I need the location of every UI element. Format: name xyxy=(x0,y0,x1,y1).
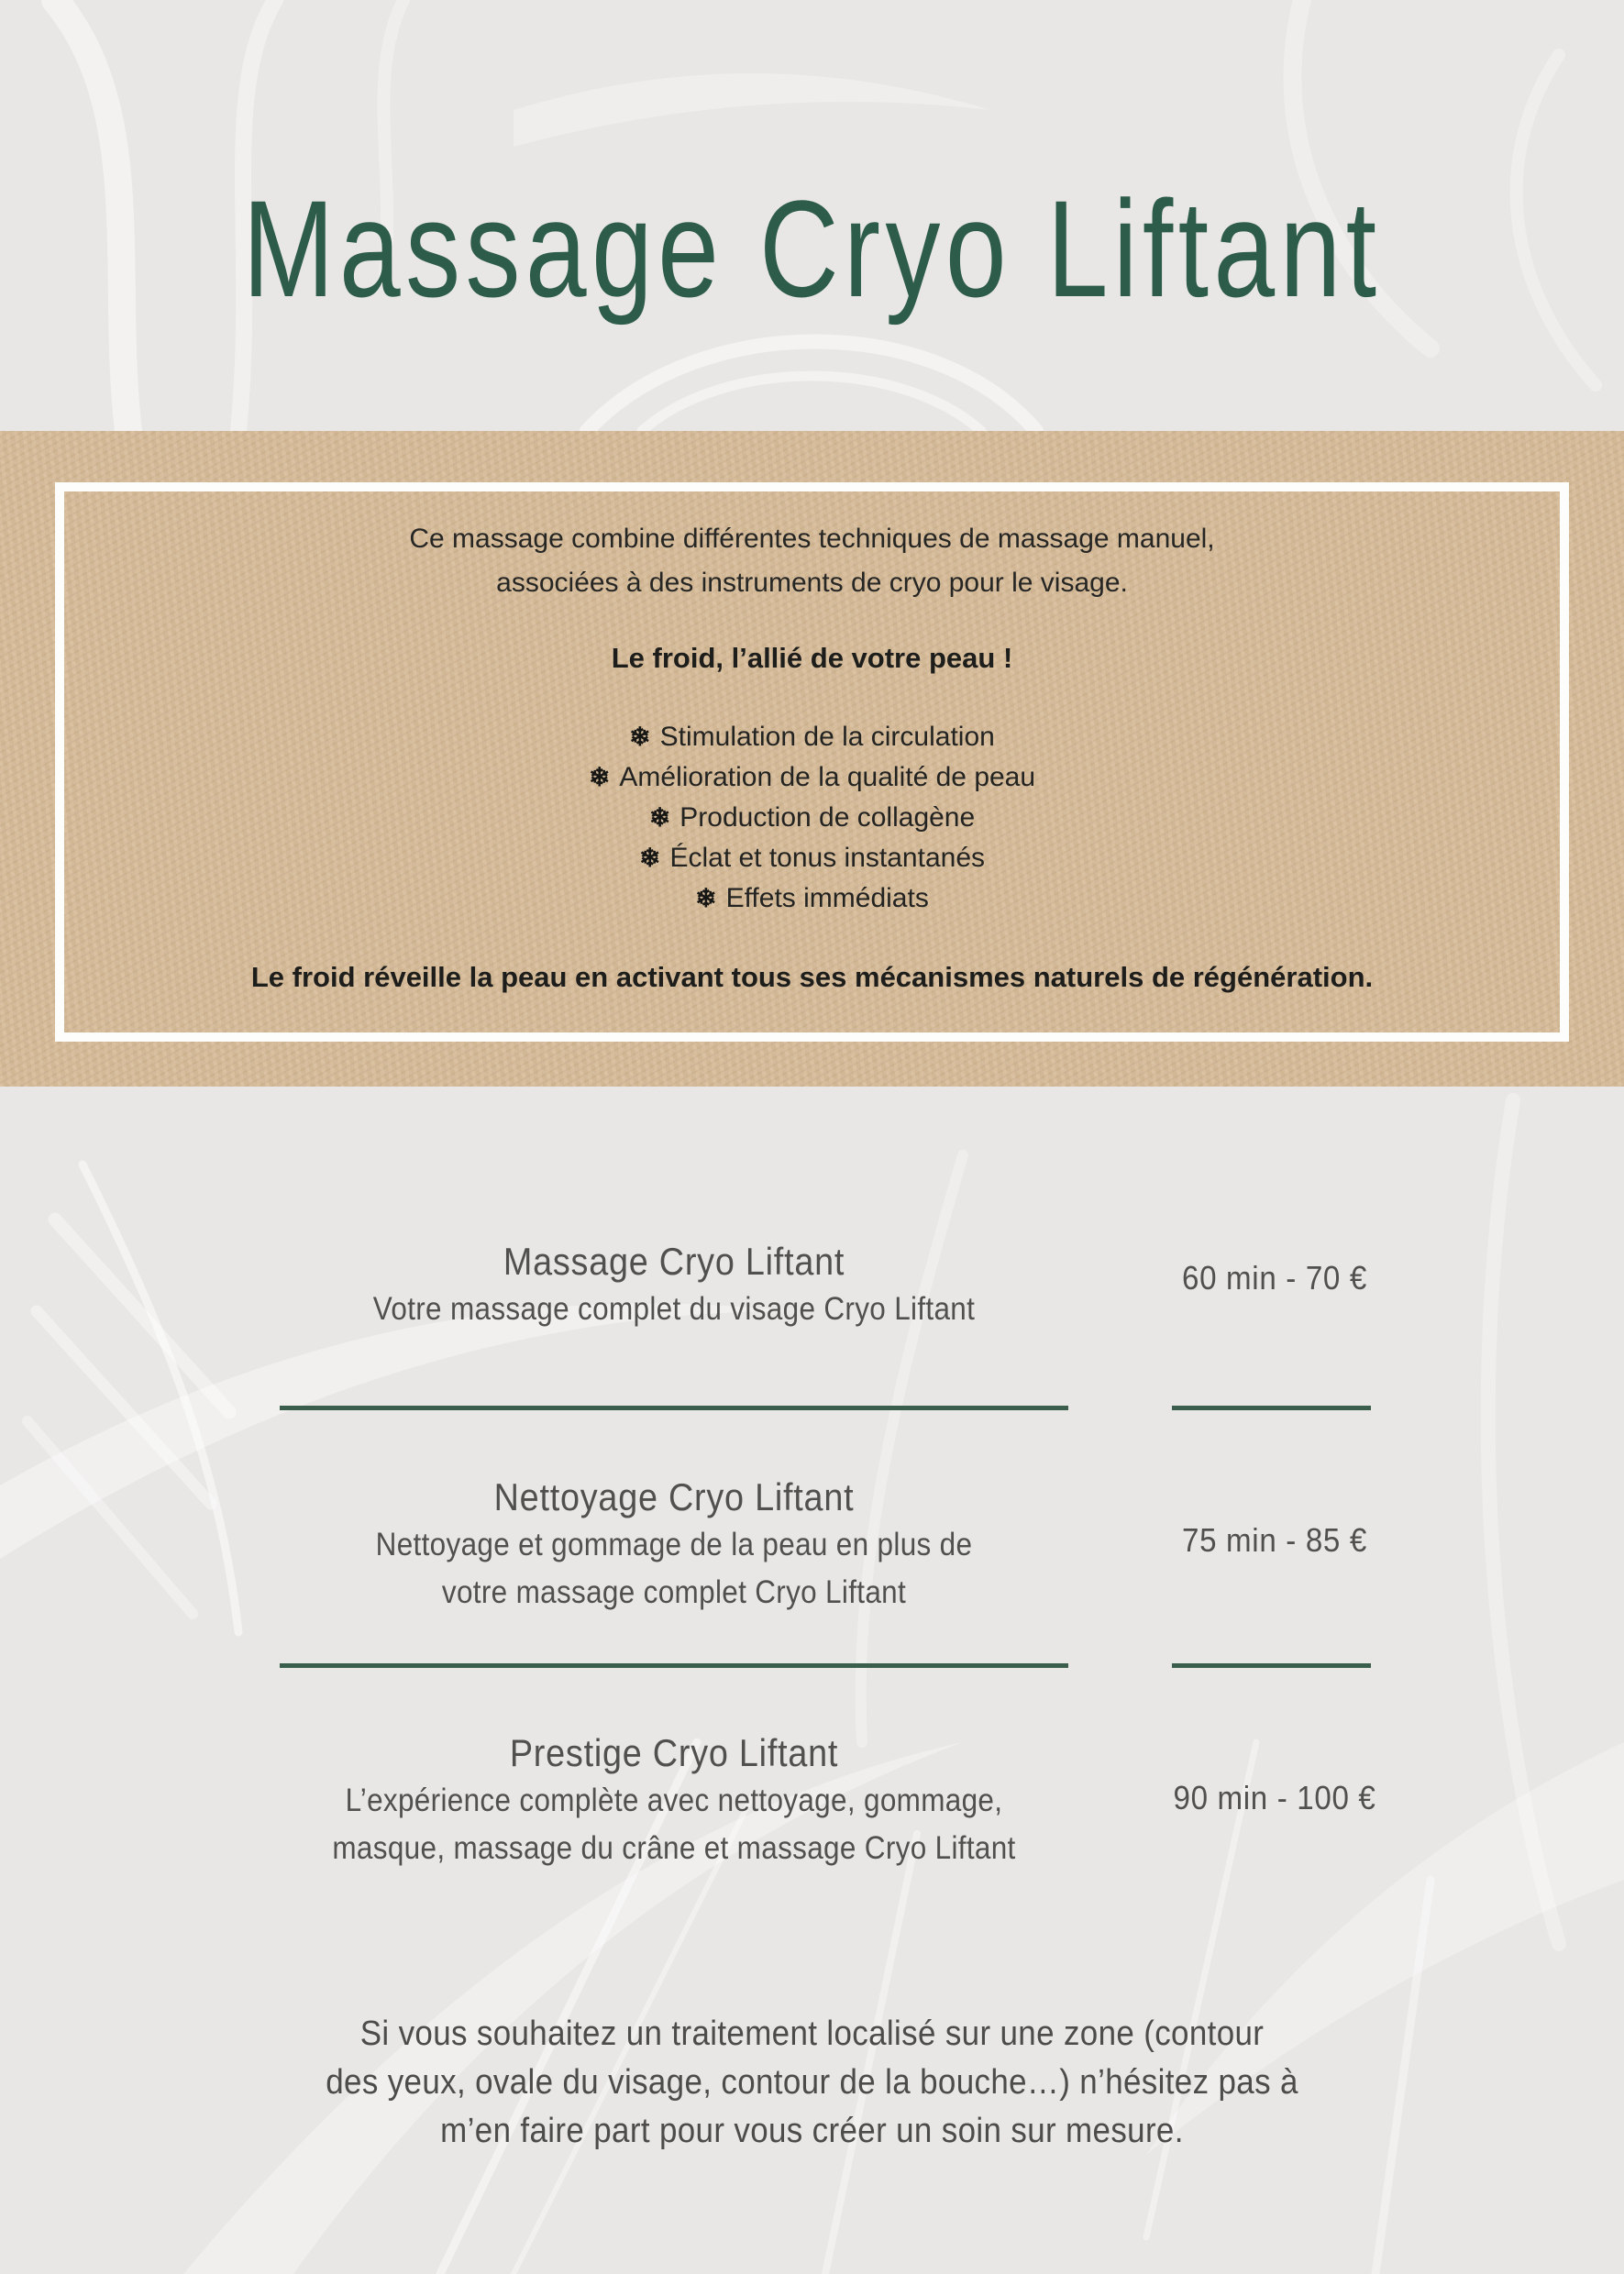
intro-headline: Le froid, l’allié de votre peau ! xyxy=(611,642,1013,674)
benefit-item xyxy=(64,798,1560,838)
benefit-label: Production de collagène xyxy=(679,802,976,833)
service-name: Massage Cryo Liftant xyxy=(503,1240,845,1283)
benefit-label: Amélioration de la qualité de peau xyxy=(619,762,1036,792)
kraft-band xyxy=(0,431,1624,1087)
service-name: Nettoyage Cryo Liftant xyxy=(493,1475,855,1518)
custom-treatment-note xyxy=(65,2010,1559,2156)
service-item-massage xyxy=(299,1238,1050,1333)
page-title: Massage Cryo Liftant xyxy=(242,171,1382,326)
snowflake-icon: ❄ xyxy=(629,723,651,751)
intro-paragraph-line-1: Ce massage combine différentes techniques de massage manuel, xyxy=(409,524,1215,554)
benefit-item xyxy=(64,838,1560,878)
snowflake-icon: ❄ xyxy=(648,803,671,832)
price-divider xyxy=(1172,1663,1371,1668)
service-price: 75 min - 85 € xyxy=(1182,1521,1367,1559)
benefit-label: Effets immédiats xyxy=(725,883,929,913)
snowflake-icon: ❄ xyxy=(588,763,611,791)
service-description-line-1: Nettoyage et gommage de la peau en plus de xyxy=(375,1527,973,1562)
service-price: 90 min - 100 € xyxy=(1173,1779,1376,1816)
intro-paragraph xyxy=(64,517,1560,605)
service-item-nettoyage xyxy=(299,1474,1050,1617)
benefit-item xyxy=(64,717,1560,757)
benefit-item xyxy=(64,878,1560,919)
snowflake-icon: ❄ xyxy=(695,884,717,912)
service-item-prestige xyxy=(299,1729,1050,1872)
service-description-line-2: votre massage complet Cryo Liftant xyxy=(441,1574,907,1610)
service-price: 60 min - 70 € xyxy=(1182,1259,1367,1297)
service-description: Votre massage complet du visage Cryo Liftant xyxy=(372,1291,976,1327)
intro-box xyxy=(55,482,1569,1042)
price-divider xyxy=(1172,1406,1371,1410)
service-name: Prestige Cryo Liftant xyxy=(509,1731,839,1774)
service-divider xyxy=(280,1663,1068,1668)
benefit-label: Stimulation de la circulation xyxy=(659,722,995,752)
note-line-3: m’en faire part pour vous créer un soin sur mesure. xyxy=(440,2112,1184,2150)
note-line-2: des yeux, ovale du visage, contour de la bouche…) n’hésitez pas à xyxy=(326,2063,1298,2102)
benefit-list xyxy=(64,717,1560,919)
intro-closing: Le froid réveille la peau en activant tous ses mécanismes naturels de régénération. xyxy=(250,961,1374,993)
service-description-line-1: L’expérience complète avec nettoyage, gommage, xyxy=(345,1783,1003,1818)
note-line-1: Si vous souhaitez un traitement localisé sur une zone (contour xyxy=(359,2015,1265,2053)
intro-paragraph-line-2: associées à des instruments de cryo pour le visage. xyxy=(496,568,1128,598)
service-description-line-2: masque, massage du crâne et massage Cryo Liftant xyxy=(332,1830,1016,1866)
snowflake-icon: ❄ xyxy=(638,844,661,872)
benefit-label: Éclat et tonus instantanés xyxy=(669,843,986,873)
service-divider xyxy=(280,1406,1068,1410)
benefit-item xyxy=(64,757,1560,798)
